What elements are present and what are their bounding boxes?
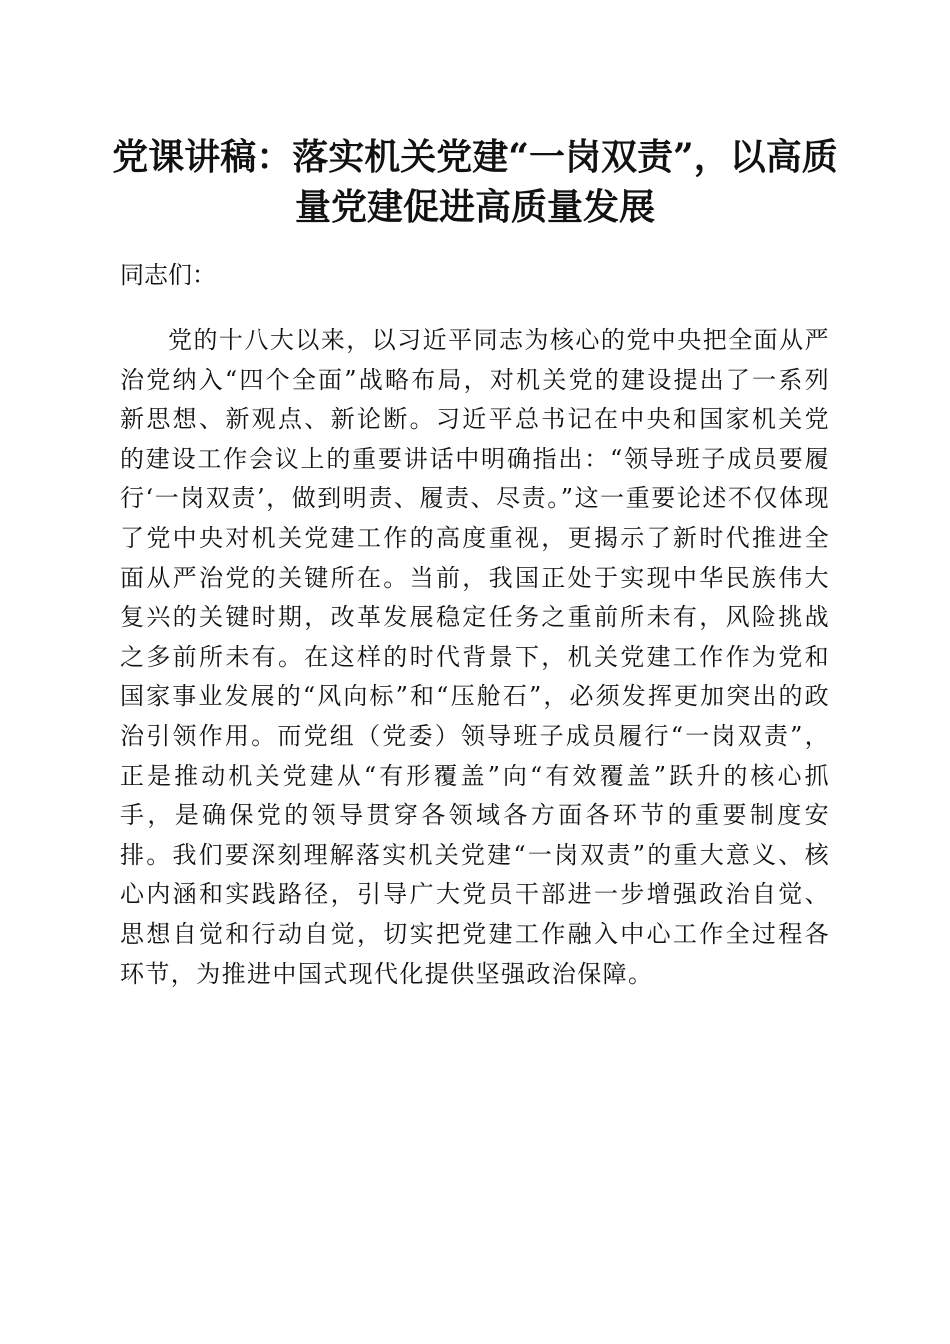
document-title: 党课讲稿：落实机关党建“一岗双责”，以高质量党建促进高质量发展: [112, 136, 838, 228]
salutation: 同志们：: [120, 261, 216, 289]
body-paragraph: 党的十八大以来，以习近平同志为核心的党中央把全面从严治党纳入“四个全面”战略布局，对机关党的建设提出了一系列新思想、新观点、新论断。习近平总书记在中央和国家机关党的建设工作会议上的重要讲话中明确指出：“领导班子成员要履行‘一岗双责’，做到明责、履责、尽责。”这一重要论述不仅体现了党中央对机关党建工作的高度重视，更揭示了新时代推进全面从严治党的关键所在。当前，我国正处于实现中华民族伟大复兴的关键时期，改革发展稳定任务之重前所未有，风险挑战之多前所未有。在这样的时代背景下，机关党建工作作为党和国家事业发展的“风向标”和“压舱石”，必须发挥更加突出的政治引领作用。而党组（党委）领导班子成员履行“一岗双责”，正是推动机关党建从“有形覆盖”向“有效覆盖”跃升的核心抓手，是确保党的领导贯穿各领域各方面各环节的重要制度安排。我们要深刻理解落实机关党建“一岗双责”的重大意义、核心内涵和实践路径，引导广大党员干部进一步增强政治自觉、思想自觉和行动自觉，切实把党建工作融入中心工作全过程各环节，为推进中国式现代化提供坚强政治保障。: [120, 326, 830, 988]
